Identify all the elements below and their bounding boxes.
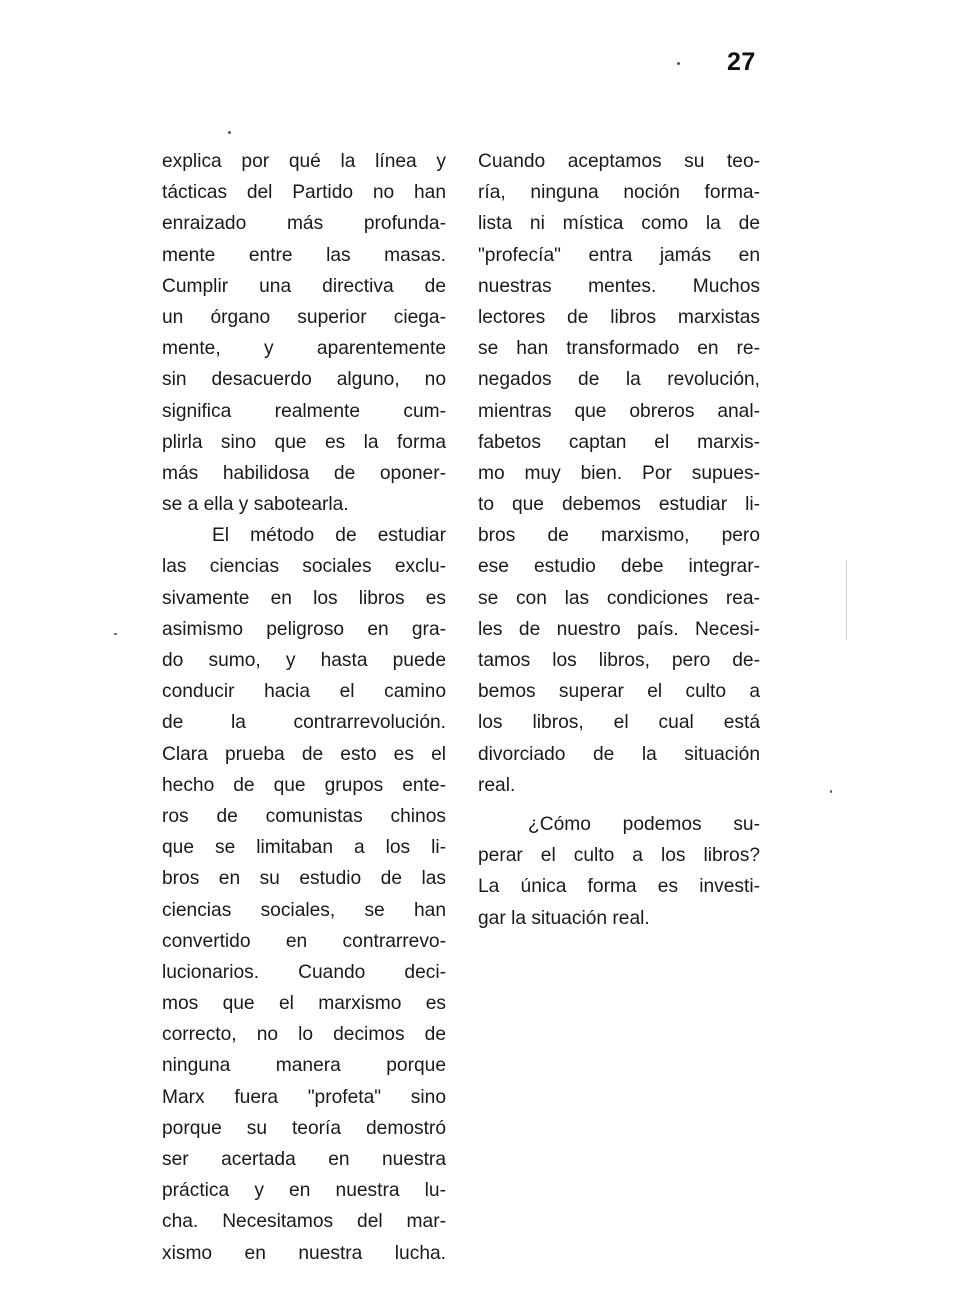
text-line: que se limitaban a los li- (162, 837, 446, 859)
text-line: enraizado más profunda- (162, 213, 446, 235)
text-line: más habilidosa de oponer- (162, 462, 446, 484)
left-paragraph-2 (162, 520, 446, 1269)
text-line: lista ni mística como la de (478, 213, 760, 235)
text-line: bemos superar el culto a (478, 681, 760, 703)
text-line: gar la situación real. (478, 907, 650, 929)
text-line: significa realmente cum- (162, 400, 446, 422)
right-column (478, 146, 760, 934)
text-line: sin desacuerdo alguno, no (162, 369, 446, 391)
text-line: negados de la revolución, (478, 369, 760, 391)
left-paragraph-1 (162, 146, 446, 520)
text-line: ros de comunistas chinos (162, 805, 446, 827)
text-line: cha. Necesitamos del mar- (162, 1211, 446, 1233)
text-line: mente entre las masas. (162, 244, 446, 266)
right-paragraph-1 (478, 146, 760, 801)
text-line: de la contrarrevolución. (162, 712, 446, 734)
text-line: fabetos captan el marxis- (478, 431, 760, 453)
text-line: les de nuestro país. Necesi- (478, 618, 760, 640)
text-line: hecho de que grupos ente- (162, 774, 446, 796)
page-number: 27 (727, 48, 756, 76)
text-line: Marx fuera "profeta" sino (162, 1086, 446, 1108)
text-line: explica por qué la línea y (162, 151, 446, 172)
text-line: mente, y aparentemente (162, 338, 446, 360)
text-line: tamos los libros, pero de- (478, 650, 760, 671)
right-paragraph-2 (478, 809, 760, 934)
text-line: ese estudio debe integrar- (478, 556, 760, 578)
text-line: se con las condiciones rea- (478, 587, 760, 609)
text-line: lucionarios. Cuando deci- (162, 961, 446, 983)
text-line: Clara prueba de esto es el (162, 743, 446, 765)
text-line: Cumplir una directiva de (162, 275, 446, 297)
text-line: conducir hacia el camino (162, 681, 446, 703)
text-line: do sumo, y hasta puede (162, 650, 446, 671)
text-line: perar el culto a los libros? (478, 845, 760, 867)
scan-speck (228, 131, 231, 134)
text-line: mos que el marxismo es (162, 993, 446, 1015)
scan-speck (114, 633, 117, 635)
text-line: tácticas del Partido no han (162, 182, 446, 204)
text-line: sivamente en los libros es (162, 587, 446, 609)
text-line: bros de marxismo, pero (478, 525, 760, 547)
text-line: mientras que obreros anal- (478, 400, 760, 422)
text-line: La única forma es investi- (478, 876, 760, 898)
scan-speck (830, 790, 832, 793)
scan-speck (677, 62, 680, 65)
text-line: real. (478, 774, 516, 796)
scan-edge-line (846, 560, 847, 640)
text-line: convertido en contrarrevo- (162, 930, 446, 952)
text-line: correcto, no lo decimos de (162, 1024, 446, 1046)
text-line: asimismo peligroso en gra- (162, 618, 446, 640)
text-line: se a ella y sabotearla. (162, 494, 349, 516)
text-line: porque su teoría demostró (162, 1117, 446, 1139)
text-line: ciencias sociales, se han (162, 899, 446, 921)
text-line: divorciado de la situación (478, 743, 760, 765)
text-line: lectores de libros marxistas (478, 306, 760, 328)
text-line: ría, ninguna noción forma- (478, 182, 760, 204)
text-line: un órgano superior ciega- (162, 306, 446, 328)
text-line: ninguna manera porque (162, 1055, 446, 1077)
text-line: los libros, el cual está (478, 712, 760, 734)
text-line: ser acertada en nuestra (162, 1149, 446, 1170)
text-line: plirla sino que es la forma (162, 431, 446, 453)
left-column (162, 146, 446, 1269)
text-line: Cuando aceptamos su teo- (478, 151, 760, 172)
text-line: mo muy bien. Por supues- (478, 462, 760, 484)
text-line: se han transformado en re- (478, 338, 760, 360)
text-line: bros en su estudio de las (162, 868, 446, 890)
text-line: nuestras mentes. Muchos (478, 275, 760, 297)
text-line: El método de estudiar (212, 525, 446, 547)
text-line: ¿Cómo podemos su- (528, 813, 760, 835)
text-line: "profecía" entra jamás en (478, 244, 760, 266)
text-line: xismo en nuestra lucha. (162, 1242, 446, 1264)
text-line: práctica y en nuestra lu- (162, 1180, 446, 1202)
paragraph-gap (478, 801, 760, 809)
text-line: to que debemos estudiar li- (478, 494, 760, 516)
text-line: las ciencias sociales exclu- (162, 556, 446, 578)
